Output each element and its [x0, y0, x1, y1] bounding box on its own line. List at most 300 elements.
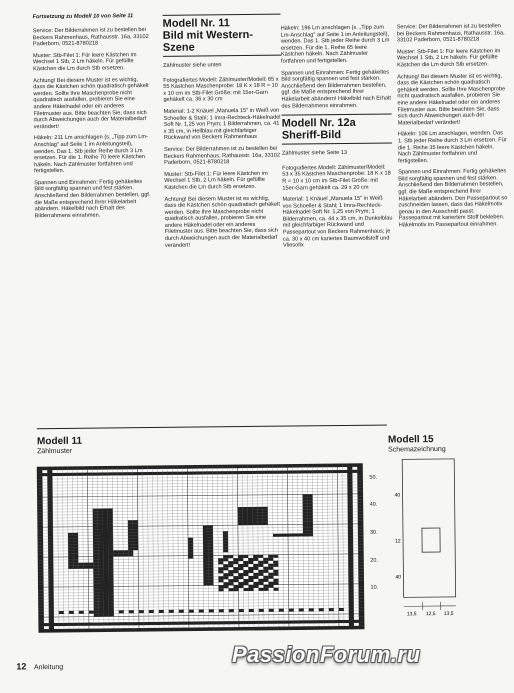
filled-cell	[233, 576, 238, 579]
filled-cell	[254, 585, 259, 588]
col3-modell: Fotografiertes Modell: Zählmuster/Modell: 53 x 35 Kästchen Maschenprobe: 18 K x 18 R = 10 x 10 cm im Stb-Filet Größe: mit 15er-Garn gehäkelt ca. 29 x 20 cm	[282, 164, 392, 192]
filled-cell	[108, 580, 113, 583]
filled-cell	[348, 533, 353, 536]
filled-cell	[128, 523, 133, 526]
filled-cell	[98, 584, 103, 587]
filled-cell	[308, 494, 313, 497]
filled-cell	[339, 620, 344, 623]
filled-cell	[234, 585, 239, 588]
filled-cell	[303, 497, 308, 500]
filled-cell	[243, 522, 248, 525]
filled-cell	[104, 595, 109, 598]
filled-cell	[88, 566, 93, 569]
filled-cell	[107, 466, 112, 469]
filled-cell	[57, 467, 62, 470]
filled-cell	[308, 512, 313, 515]
filled-cell	[267, 471, 272, 474]
filled-cell	[279, 627, 284, 630]
filet-grid	[37, 464, 364, 632]
filled-cell	[93, 560, 98, 563]
filled-cell	[253, 510, 258, 513]
filled-cell	[258, 513, 263, 516]
filled-cell	[298, 533, 303, 536]
filled-cell	[103, 559, 108, 562]
filled-cell	[39, 608, 44, 611]
filled-cell	[244, 621, 249, 624]
filled-cell	[189, 628, 194, 631]
filled-cell	[109, 592, 114, 595]
filled-cell	[253, 522, 258, 525]
filled-cell	[249, 609, 254, 612]
filled-cell	[103, 550, 108, 553]
filled-cell	[203, 531, 208, 534]
column-1	[33, 27, 153, 225]
filled-cell	[89, 611, 94, 614]
filled-cell	[57, 473, 62, 476]
filled-cell	[348, 542, 353, 545]
filled-cell	[358, 497, 363, 500]
filled-cell	[223, 546, 228, 549]
filled-cell	[239, 621, 244, 624]
filled-cell	[38, 515, 43, 518]
filled-cell	[358, 500, 363, 503]
filled-cell	[122, 466, 127, 469]
filled-cell	[273, 579, 278, 582]
filled-cell	[317, 464, 322, 467]
filled-cell	[348, 527, 353, 530]
filled-cell	[48, 521, 53, 524]
filled-cell	[108, 526, 113, 529]
filled-cell	[109, 622, 114, 625]
filled-cell	[98, 575, 103, 578]
filled-cell	[349, 617, 354, 620]
filled-cell	[109, 598, 114, 601]
filled-cell	[99, 611, 104, 614]
filled-cell	[172, 466, 177, 469]
filled-cell	[42, 473, 47, 476]
filled-cell	[243, 582, 248, 585]
filled-cell	[147, 472, 152, 475]
filled-cell	[233, 567, 238, 570]
filled-cell	[79, 623, 84, 626]
filled-cell	[44, 629, 49, 632]
filled-cell	[104, 592, 109, 595]
filled-cell	[264, 621, 269, 624]
filled-cell	[39, 611, 44, 614]
filled-cell	[68, 545, 73, 548]
filled-cell	[47, 479, 52, 482]
filled-cell	[359, 611, 364, 614]
filled-cell	[59, 629, 64, 632]
filled-cell	[98, 521, 103, 524]
filled-cell	[228, 570, 233, 573]
filled-cell	[73, 566, 78, 569]
filled-cell	[287, 465, 292, 468]
filled-cell	[98, 569, 103, 572]
filled-cell	[358, 518, 363, 521]
filled-cell	[203, 567, 208, 570]
filled-cell	[103, 562, 108, 565]
filled-cell	[49, 620, 54, 623]
filled-cell	[94, 602, 99, 605]
filled-cell	[73, 548, 78, 551]
chart-top-rule	[37, 425, 387, 430]
filled-cell	[227, 471, 232, 474]
filled-cell	[223, 540, 228, 543]
filled-cell	[94, 611, 99, 614]
filled-cell	[359, 596, 364, 599]
filled-cell	[129, 622, 134, 625]
filled-cell	[179, 622, 184, 625]
filled-cell	[348, 548, 353, 551]
filled-cell	[98, 512, 103, 515]
col1-achtung: Achtung! Bei diesem Muster ist es wichtig, dass die Kästchen schön quadratisch gehäkelt werden. Sollte Ihre Maschenprobe nicht quadratisch ausfallen, probieren Sie eine andere Häkelnadel oder ein anderes Filetmuster aus. Bitte beachten Sie, dass sich durch Abweichungen auch der Materialbedarf verändert!	[33, 77, 152, 131]
filled-cell	[49, 626, 54, 629]
filled-cell	[299, 626, 304, 629]
filled-cell	[94, 614, 99, 617]
filled-cell	[352, 470, 357, 473]
filled-cell	[238, 513, 243, 516]
filled-cell	[208, 573, 213, 576]
filled-cell	[358, 545, 363, 548]
filled-cell	[98, 551, 103, 554]
filled-cell	[124, 622, 129, 625]
filled-cell	[132, 472, 137, 475]
filled-cell	[272, 471, 277, 474]
filled-cell	[348, 491, 353, 494]
filled-cell	[98, 566, 103, 569]
col4-achtung: Achtung! Bei diesem Muster ist es wichtig, dass die Kästchen schön quadratisch gehäkelt werden. Sollte Ihre Maschenprobe nicht quadratisch ausfallen, probieren Sie eine andere Häkelnadel oder ein anderes Filetmuster aus. Bitte beachten Sie, dass sich durch Abweichungen auch der Materialbedarf verändert!	[397, 73, 508, 127]
filled-cell	[258, 573, 263, 576]
filled-cell	[319, 626, 324, 629]
filled-cell	[103, 547, 108, 550]
filled-cell	[223, 573, 228, 576]
filled-cell	[208, 561, 213, 564]
filled-cell	[108, 508, 113, 511]
filled-cell	[263, 567, 268, 570]
filled-cell	[348, 512, 353, 515]
filled-cell	[74, 623, 79, 626]
filled-cell	[104, 589, 109, 592]
filled-cell	[98, 515, 103, 518]
filled-cell	[303, 500, 308, 503]
filled-cell	[269, 609, 274, 612]
filled-cell	[223, 582, 228, 585]
filled-cell	[219, 627, 224, 630]
filled-cell	[73, 554, 78, 557]
filled-cell	[99, 623, 104, 626]
filled-cell	[108, 574, 113, 577]
filled-cell	[103, 520, 108, 523]
filled-cell	[243, 516, 248, 519]
filled-cell	[253, 558, 258, 561]
filled-cell	[48, 527, 53, 530]
filled-cell	[152, 472, 157, 475]
filled-cell	[238, 576, 243, 579]
filled-cell	[93, 515, 98, 518]
filled-cell	[104, 628, 109, 631]
filled-cell	[234, 621, 239, 624]
filled-cell	[203, 546, 208, 549]
filled-cell	[103, 571, 108, 574]
filled-cell	[47, 476, 52, 479]
filled-cell	[98, 545, 103, 548]
filled-cell	[303, 512, 308, 515]
filled-cell	[93, 575, 98, 578]
filled-cell	[233, 561, 238, 564]
filled-cell	[308, 506, 313, 509]
filled-cell	[38, 494, 43, 497]
filled-cell	[358, 512, 363, 515]
filled-cell	[108, 562, 113, 565]
filled-cell	[208, 564, 213, 567]
filled-cell	[243, 510, 248, 513]
filled-cell	[98, 557, 103, 560]
filled-cell	[103, 568, 108, 571]
filled-cell	[48, 536, 53, 539]
filled-cell	[133, 541, 138, 544]
filled-cell	[358, 554, 363, 557]
filled-cell	[282, 471, 287, 474]
column-4-clip	[397, 23, 496, 364]
filled-cell	[358, 542, 363, 545]
filled-cell	[348, 488, 353, 491]
filled-cell	[254, 621, 259, 624]
filled-cell	[99, 596, 104, 599]
filled-cell	[89, 629, 94, 632]
filled-cell	[39, 629, 44, 632]
filled-cell	[39, 599, 44, 602]
filled-cell	[259, 609, 264, 612]
col1-muster: Muster: Stb-Filet 1: Für leere Kästchen im Wechsel 1 Stb, 2 Lm häkeln. Für gefüllte Kästchen die Lm durch Stb ersetzen.	[33, 52, 151, 73]
filled-cell	[38, 563, 43, 566]
filled-cell	[268, 573, 273, 576]
filled-cell	[54, 623, 59, 626]
filled-cell	[154, 622, 159, 625]
filled-cell	[347, 485, 352, 488]
filled-cell	[208, 537, 213, 540]
filled-cell	[219, 585, 224, 588]
filled-cell	[99, 587, 104, 590]
filled-cell	[358, 524, 363, 527]
filled-cell	[258, 570, 263, 573]
filled-cell	[39, 590, 44, 593]
filled-cell	[38, 551, 43, 554]
filled-cell	[87, 467, 92, 470]
grid-background	[37, 464, 364, 632]
model-11-note: Zählmuster siehe unten	[163, 62, 281, 70]
filled-cell	[102, 466, 107, 469]
filled-cell	[37, 488, 42, 491]
filled-cell	[214, 621, 219, 624]
filled-cell	[49, 602, 54, 605]
filled-cell	[103, 583, 108, 586]
filled-cell	[253, 564, 258, 567]
schema-dim-left: 13,5	[407, 611, 417, 617]
filled-cell	[238, 522, 243, 525]
filled-cell	[199, 609, 204, 612]
filled-cell	[273, 561, 278, 564]
filled-cell	[329, 620, 334, 623]
filled-cell	[38, 509, 43, 512]
filled-cell	[48, 569, 53, 572]
filled-cell	[284, 627, 289, 630]
filled-cell	[358, 494, 363, 497]
filled-cell	[103, 532, 108, 535]
filled-cell	[128, 529, 133, 532]
filled-cell	[194, 628, 199, 631]
filled-cell	[253, 567, 258, 570]
filled-cell	[68, 560, 73, 563]
filled-cell	[208, 534, 213, 537]
filled-cell	[84, 629, 89, 632]
filled-cell	[94, 593, 99, 596]
filled-cell	[77, 473, 82, 476]
filled-cell	[268, 555, 273, 558]
filled-cell	[188, 556, 193, 559]
filled-cell	[203, 543, 208, 546]
filled-cell	[348, 497, 353, 500]
filled-cell	[359, 584, 364, 587]
filled-cell	[258, 579, 263, 582]
filled-cell	[129, 628, 134, 631]
filled-cell	[103, 580, 108, 583]
filled-cell	[99, 602, 104, 605]
filled-cell	[188, 541, 193, 544]
filled-cell	[223, 564, 228, 567]
filled-cell	[258, 519, 263, 522]
filled-cell	[203, 552, 208, 555]
filled-cell	[48, 524, 53, 527]
filled-cell	[243, 564, 248, 567]
filled-cell	[103, 514, 108, 517]
filled-cell	[262, 465, 267, 468]
filled-cell	[109, 628, 114, 631]
filled-cell	[287, 471, 292, 474]
filled-cell	[52, 473, 57, 476]
filled-cell	[117, 472, 122, 475]
filled-cell	[203, 555, 208, 558]
filled-cell	[112, 466, 117, 469]
filled-cell	[349, 584, 354, 587]
filled-cell	[358, 509, 363, 512]
filled-cell	[184, 622, 189, 625]
row-label-40: 40.	[370, 502, 378, 508]
filled-cell	[103, 541, 108, 544]
filled-cell	[357, 467, 362, 470]
filled-cell	[358, 566, 363, 569]
filled-cell	[103, 553, 108, 556]
filled-cell	[359, 608, 364, 611]
model-12a-subtitle: Sheriff-Bild	[282, 129, 392, 142]
filled-cell	[133, 523, 138, 526]
filled-cell	[228, 573, 233, 576]
filled-cell	[357, 473, 362, 476]
filled-cell	[108, 529, 113, 532]
filled-cell	[358, 506, 363, 509]
filled-cell	[208, 543, 213, 546]
filled-cell	[203, 528, 208, 531]
filled-cell	[109, 604, 114, 607]
filled-cell	[208, 528, 213, 531]
filled-cell	[218, 570, 223, 573]
filled-cell	[128, 550, 133, 553]
filled-cell	[208, 579, 213, 582]
filled-cell	[188, 547, 193, 550]
filled-cell	[337, 470, 342, 473]
filled-cell	[248, 519, 253, 522]
filled-cell	[312, 464, 317, 467]
filled-cell	[308, 524, 313, 527]
filled-cell	[39, 617, 44, 620]
filled-cell	[348, 551, 353, 554]
filled-cell	[49, 587, 54, 590]
filled-cell	[358, 569, 363, 572]
filled-cell	[303, 506, 308, 509]
filled-cell	[348, 581, 353, 584]
filled-cell	[137, 472, 142, 475]
filled-cell	[248, 561, 253, 564]
filled-cell	[98, 581, 103, 584]
filled-cell	[332, 464, 337, 467]
filled-cell	[349, 593, 354, 596]
filled-cell	[203, 564, 208, 567]
filled-cell	[348, 518, 353, 521]
filled-cell	[273, 570, 278, 573]
filled-cell	[47, 473, 52, 476]
filled-cell	[358, 557, 363, 560]
filled-cell	[229, 609, 234, 612]
filled-cell	[358, 572, 363, 575]
filled-cell	[48, 578, 53, 581]
filled-cell	[263, 558, 268, 561]
filled-cell	[162, 466, 167, 469]
filled-cell	[122, 472, 127, 475]
filled-cell	[182, 466, 187, 469]
filled-cell	[207, 465, 212, 468]
filled-cell	[104, 607, 109, 610]
filled-cell	[93, 512, 98, 515]
filled-cell	[273, 555, 278, 558]
filled-cell	[128, 541, 133, 544]
filled-cell	[133, 544, 138, 547]
filled-cell	[42, 467, 47, 470]
filled-cell	[48, 494, 53, 497]
filled-cell	[104, 613, 109, 616]
filled-cell	[74, 629, 79, 632]
filled-cell	[208, 576, 213, 579]
filled-cell	[189, 610, 194, 613]
filled-cell	[233, 579, 238, 582]
col2-modell: Fotografiertes Modell: Zählmuster/Modell: 65 x 55 Kästchen Maschenprobe: 18 K x 18 R = 10 x 10 cm im Stb-Filet Größe: mit 15er-Garn gehäkelt ca. 36 x 30 cm	[163, 76, 281, 104]
filled-cell	[218, 567, 223, 570]
filled-cell	[314, 620, 319, 623]
filled-cell	[107, 472, 112, 475]
filled-cell	[144, 628, 149, 631]
filled-cell	[48, 530, 53, 533]
schema-dim-right: 13,5	[444, 611, 454, 617]
filled-cell	[123, 550, 128, 553]
filled-cell	[93, 551, 98, 554]
filled-cell	[108, 511, 113, 514]
filled-cell	[358, 575, 363, 578]
filled-cell	[218, 576, 223, 579]
filled-cell	[127, 472, 132, 475]
filled-cell	[68, 533, 73, 536]
filled-cell	[48, 506, 53, 509]
filled-cell	[358, 527, 363, 530]
filled-cell	[203, 561, 208, 564]
